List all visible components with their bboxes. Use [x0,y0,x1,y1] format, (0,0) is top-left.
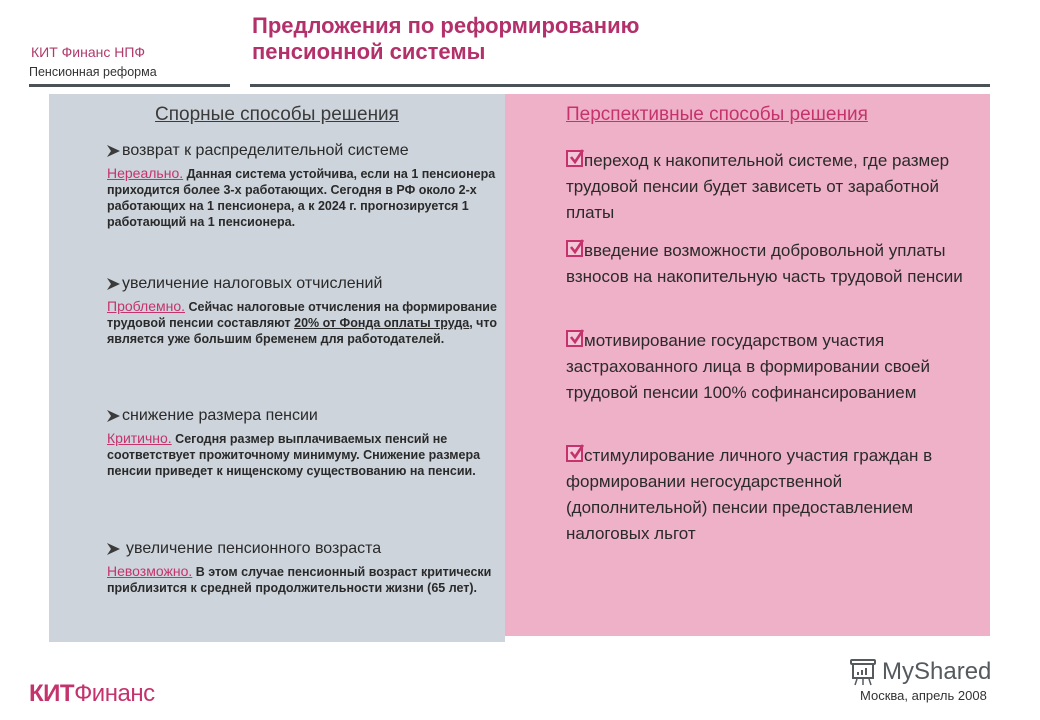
item-text: переход к накопительной системе, где размер трудовой пенсии будет зависеть от заработной платы [566,151,950,222]
item-title: увеличение пенсионного возраста [126,540,382,557]
section-subtitle: Пенсионная реформа [29,65,157,79]
myshared-watermark [848,657,991,687]
promising-heading: Перспективные способы решения [566,104,868,125]
controversial-item [107,407,507,479]
page-title [252,13,639,65]
controversial-item [107,275,507,347]
promising-solutions-panel [505,94,990,636]
verdict-label: Невозможно. [107,563,193,579]
arrow-bullet-icon [107,543,120,555]
item-text: Сегодня размер выплачиваемых пенсий не соответствует прожиточному минимуму. Снижение размера пенсии приведет к нищенскому существованию на пенсии. [107,432,481,478]
header-divider-left [29,84,230,87]
item-text: Данная система устойчива, если на 1 пенсионера приходится более 3-х работающих. Сегодня в РФ около 2-х работающих на 1 пенсионера, а к 2024 г. прогнозируется 1 работающий на 1 пенсионера. [107,167,496,229]
page-title-line2: пенсионной системы [252,39,486,64]
controversial-solutions-panel [49,94,505,642]
promising-item [566,328,986,406]
item-text: стимулирование личного участия граждан в формировании негосударственной (дополнительной) пенсии предоставлением налоговых льгот [566,446,933,543]
footer-date: Москва, апрель 2008 [860,688,987,703]
controversial-item [107,142,507,230]
item-title: увеличение налоговых отчислений [122,275,383,292]
kit-finance-logo [29,680,155,708]
header-divider-right [250,84,990,87]
controversial-heading: Спорные способы решения [155,104,399,125]
checkbox-checked-icon [566,150,583,167]
promising-item [566,443,986,547]
verdict-label: Критично. [107,430,172,446]
promising-item [566,238,986,290]
promising-item [566,148,986,226]
arrow-bullet-icon [107,410,120,422]
item-text: В этом случае пенсионный возраст критически приблизится к средней продолжительности жизни (65 лет). [107,565,492,595]
logo-bold: КИТ [29,680,75,707]
logo-regular: Финанс [74,680,155,707]
myshared-label: MyShared [882,658,992,685]
item-text-underlined: 20% от Фонда оплаты труда [294,316,470,330]
brand-name: КИТ Финанс НПФ [31,44,146,60]
verdict-label: Проблемно. [107,298,186,314]
controversial-item [107,540,507,596]
verdict-label: Нереально. [107,165,184,181]
arrow-bullet-icon [107,278,120,290]
presentation-board-icon [848,657,878,687]
item-title: возврат к распределительной системе [122,142,409,159]
item-text: введение возможности добровольной уплаты взносов на накопительную часть трудовой пенсии [566,241,963,286]
item-title: снижение размера пенсии [122,407,318,424]
item-text: Сейчас налоговые отчисления на формирование трудовой пенсии составляют [107,300,497,330]
arrow-bullet-icon [107,145,120,157]
item-text: мотивирование государством участия застрахованного лица в формировании своей трудовой пенсии 100% софинансированием [566,331,930,402]
page-title-line1: Предложения по реформированию [252,13,640,38]
checkbox-checked-icon [566,240,583,257]
item-text: , что является уже большим бременем для работодателей. [107,316,498,346]
checkbox-checked-icon [566,330,583,347]
checkbox-checked-icon [566,445,583,462]
